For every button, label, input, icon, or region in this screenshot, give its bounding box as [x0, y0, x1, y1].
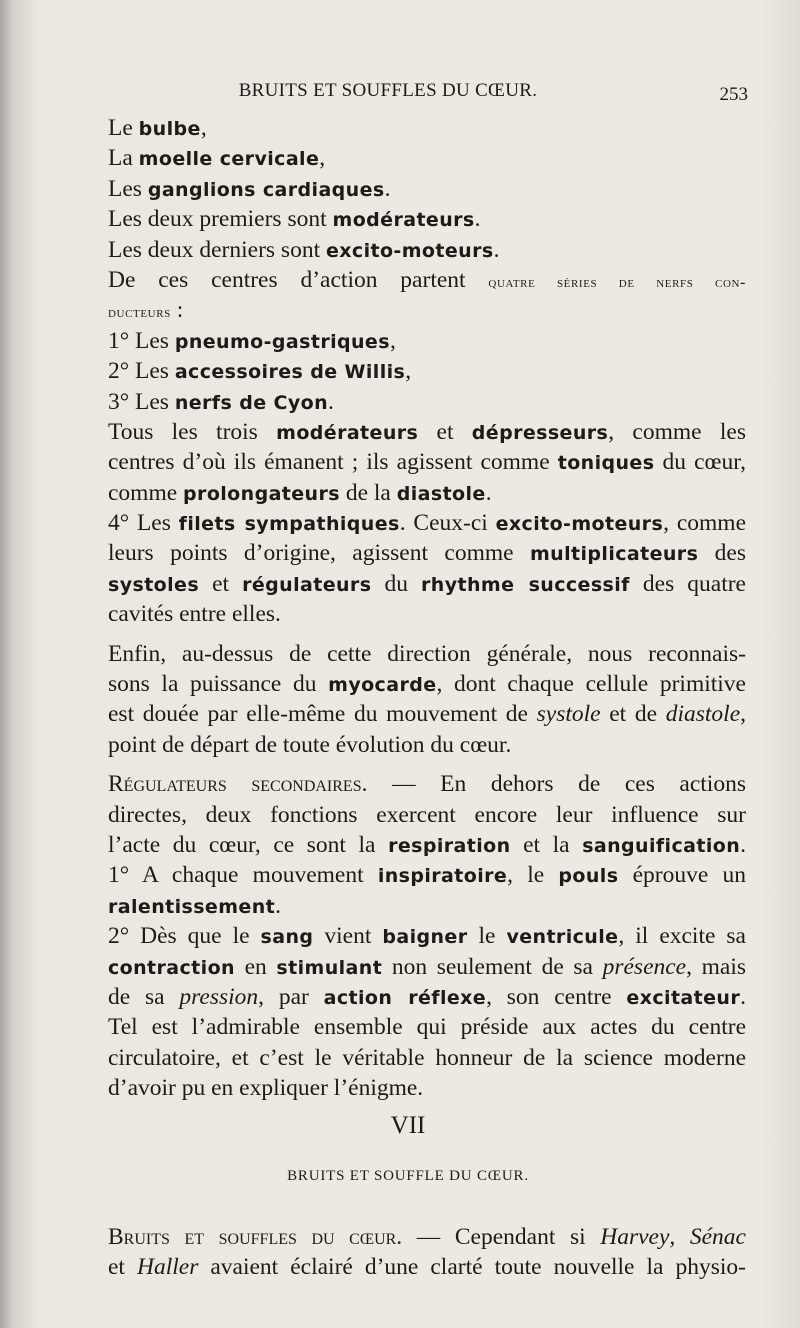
- text-line: Tel est l’admirable ensemble qui préside aux actes du centre: [108, 1014, 746, 1041]
- text-line: point de départ de toute évolution du cœur.: [108, 731, 512, 758]
- text-line: Tous les trois modérateurs et dépresseurs, comme les: [108, 418, 746, 445]
- text-line: Les ganglions cardiaques.: [108, 175, 391, 202]
- section-numeral: VII: [390, 1112, 426, 1139]
- text-line: 4° Les filets sympathiques. Ceux-ci excito-moteurs, comme: [108, 510, 746, 537]
- running-title: BRUITS ET SOUFFLES DU CŒUR.: [238, 80, 538, 101]
- text-line: l’acte du cœur, ce sont la respiration et la sanguification.: [108, 831, 746, 858]
- text-line: centres d’où ils émanent ; ils agissent comme toniques du cœur,: [108, 449, 746, 476]
- text-line: 2° Dès que le sang vient baigner le ventricule, il excite sa: [108, 923, 746, 950]
- text-line: Le bulbe,: [108, 115, 207, 141]
- text-line: contraction en stimulant non seulement de sa présence, mais: [108, 953, 746, 980]
- section-opening-text: [108, 1222, 746, 1283]
- text-line: de sa pression, par action réflexe, son centre excitateur.: [108, 983, 746, 1010]
- text-line: De ces centres d’action partent quatre séries de nerfs con-: [108, 266, 746, 293]
- page-number: 253: [719, 84, 748, 105]
- section-title: BRUITS ET SOUFFLE DU CŒUR.: [287, 1168, 529, 1184]
- text-line: d’avoir pu en expliquer l’énigme.: [108, 1075, 424, 1102]
- text-line: Enfin, au-dessus de cette direction générale, nous reconnais-: [108, 640, 746, 667]
- text-line: ducteurs :: [108, 297, 184, 324]
- text-line: Régulateurs secondaires. — En dehors de ces actions: [108, 771, 746, 798]
- text-line: est douée par elle-même du mouvement de systole et de diastole,: [108, 701, 746, 728]
- text-line: sons la puissance du myocarde, dont chaque cellule primitive: [108, 671, 746, 698]
- body-text: [108, 113, 746, 1104]
- text-line: circulatoire, et c’est le véritable honneur de la science moderne: [108, 1044, 746, 1071]
- text-line: Les deux derniers sont excito-moteurs.: [108, 236, 500, 263]
- text-line: cavités entre elles.: [108, 601, 281, 628]
- text-line: Les deux premiers sont modérateurs.: [108, 206, 481, 233]
- text-line: systoles et régulateurs du rhythme successif des quatre: [108, 570, 746, 597]
- page-header: [108, 78, 758, 108]
- text-line: comme prolongateurs de la diastole.: [108, 479, 492, 506]
- text-line: 2° Les accessoires de Willis,: [108, 358, 412, 385]
- text-line: directes, deux fonctions exercent encore leur influence sur: [108, 801, 746, 828]
- text-line: 3° Les nerfs de Cyon.: [108, 388, 334, 415]
- text-line: leurs points d’origine, agissent comme multiplicateurs des: [108, 540, 746, 567]
- text-line: La moelle cervicale,: [108, 145, 326, 172]
- text-line: 1° Les pneumo-gastriques,: [108, 327, 396, 354]
- text-line: ralentissement.: [108, 892, 281, 919]
- text-line: et Haller avaient éclairé d’une clarté toute nouvelle la physio-: [108, 1254, 746, 1281]
- text-line: Bruits et souffles du cœur. — Cependant si Harvey, Sénac: [108, 1224, 746, 1250]
- text-line: 1° A chaque mouvement inspiratoire, le pouls éprouve un: [108, 862, 746, 889]
